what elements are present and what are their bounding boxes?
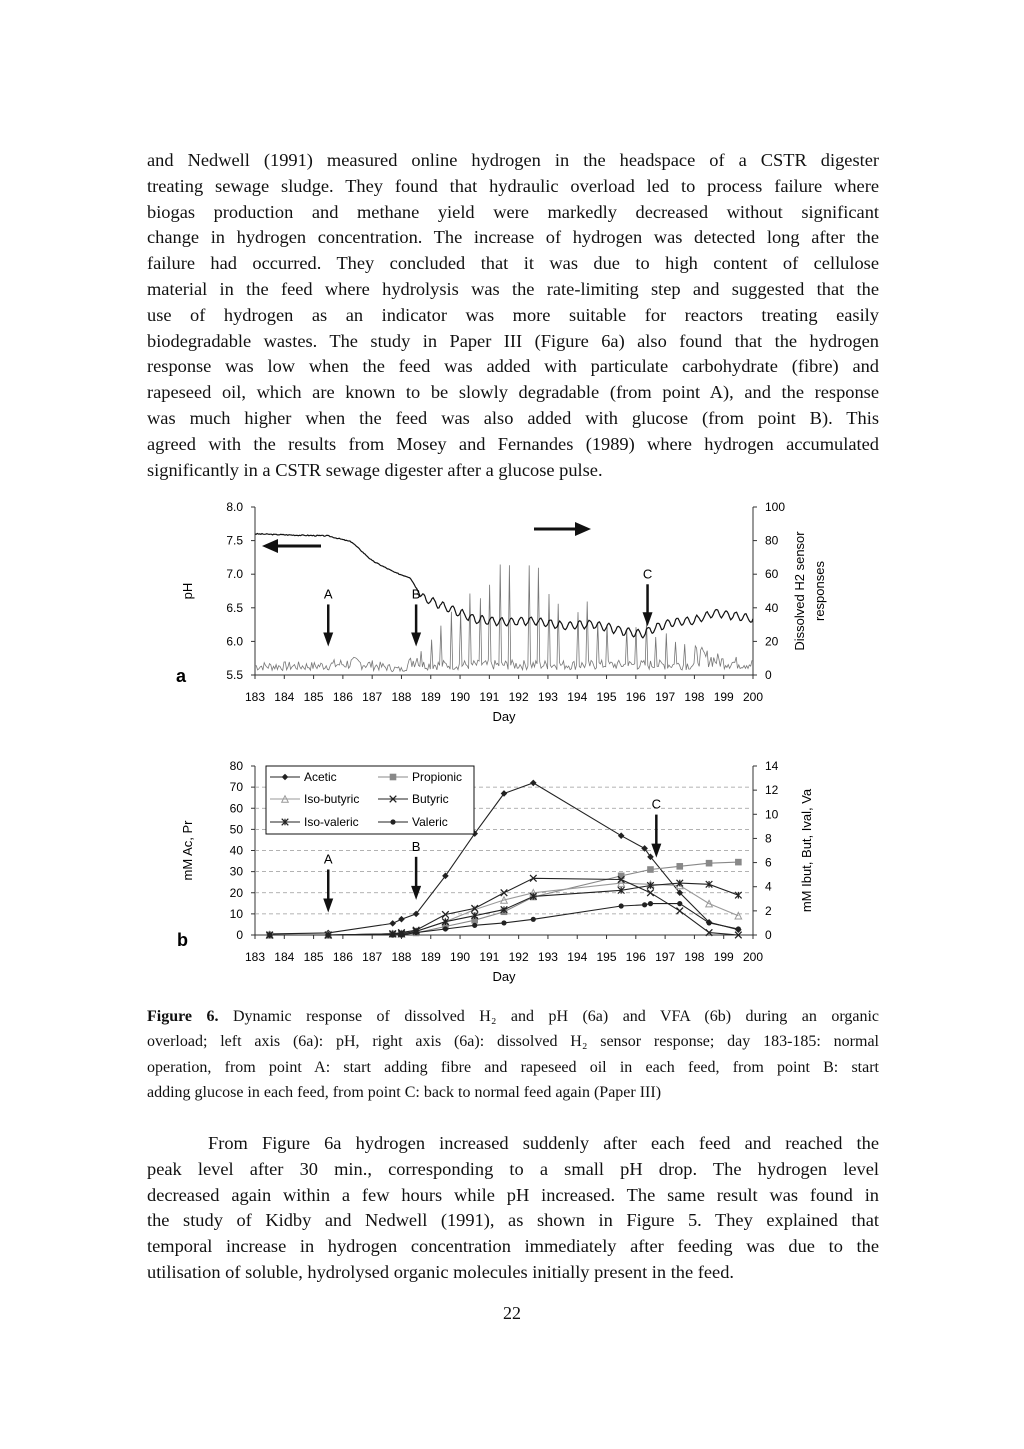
text-line: use of hydrogen as an indicator was more suitable for reactors treating easily (147, 304, 879, 325)
x-tick-label: 194 (567, 690, 588, 704)
page-number: 22 (503, 1303, 521, 1323)
y-left-tick-label: 10 (229, 906, 243, 921)
data-point-propionic (618, 873, 625, 880)
data-point-acetic (398, 916, 405, 923)
event-arrowhead (323, 632, 333, 646)
legend-marker (390, 774, 397, 781)
y-right-tick-label: 2 (765, 903, 772, 918)
x-axis-title: Day (492, 709, 516, 724)
x-tick-label: 194 (567, 950, 588, 964)
text-line: was much higher when the feed was also added with glucose (from point B). This (147, 407, 879, 428)
text-line: peak level after 30 min., corresponding to a small pH drop. The hydrogen level (147, 1158, 879, 1179)
y-right-tick-label: 0 (765, 668, 772, 682)
x-tick-label: 199 (713, 690, 734, 704)
x-tick-label: 191 (479, 950, 500, 964)
y-left-tick-label: 60 (229, 801, 243, 816)
data-point-valeric (501, 920, 506, 925)
x-tick-label: 186 (332, 950, 353, 964)
data-point-valeric (443, 926, 448, 931)
x-tick-label: 200 (742, 950, 764, 964)
x-tick-label: 189 (420, 950, 441, 964)
event-label: B (411, 586, 421, 602)
y-left-axis-title: pH (180, 582, 195, 600)
x-tick-label: 190 (450, 690, 471, 704)
x-tick-label: 193 (537, 950, 558, 964)
x-tick-label: 198 (684, 950, 705, 964)
data-point-acetic (389, 920, 396, 927)
x-tick-label: 184 (274, 690, 295, 704)
y-right-tick-label: 60 (765, 567, 779, 582)
data-point-valeric (267, 932, 272, 937)
legend-entry: Butyric (412, 792, 449, 806)
y-left-tick-label: 0 (236, 928, 243, 942)
y-left-tick-label: 20 (229, 885, 243, 900)
x-tick-label: 195 (596, 950, 617, 964)
legend-entry: Iso-butyric (304, 792, 360, 806)
data-point-propionic (647, 866, 654, 873)
x-tick-label: 197 (655, 950, 676, 964)
text-line: material in the feed where hydrolysis was the rate-limiting step and suggested that the (147, 278, 879, 299)
caption-line: operation, from point A: start adding fibre and rapeseed oil in each feed, from point B: start (147, 1058, 879, 1076)
x-tick-label: 188 (391, 690, 412, 704)
y-right-tick-label: 100 (765, 500, 786, 514)
legend-entry: Propionic (412, 770, 463, 784)
text-line: rapeseed oil, which are known to be slowly degradable (from point A), and the response (147, 382, 879, 403)
data-point-valeric (642, 902, 647, 907)
data-point-valeric (390, 932, 395, 937)
y-left-tick-label: 6.5 (226, 600, 243, 615)
x-tick-label: 187 (362, 950, 383, 964)
y-right-axis-title: mM Ibut, But, Ival, Va (799, 788, 814, 913)
event-label: C (642, 566, 653, 582)
x-tick-label: 195 (596, 690, 617, 704)
text-line: decreased again within a few hours while pH increased. The same result was found in (147, 1184, 879, 1205)
event-arrowhead (643, 612, 653, 626)
data-point-valeric (706, 920, 711, 925)
event-label: A (323, 851, 333, 867)
x-tick-label: 189 (420, 690, 441, 704)
text-line: From Figure 6a hydrogen increased suddenly after each feed and reached the (208, 1133, 879, 1153)
y-right-axis-title: Dissolved H2 sensor (792, 531, 807, 651)
x-tick-label: 187 (362, 690, 383, 704)
y-left-tick-label: 5.5 (226, 668, 243, 682)
data-point-valeric (531, 917, 536, 922)
data-point-valeric (414, 930, 419, 935)
text-line: the study of Kidby and Nedwell (1991), as shown in Figure 5. They explained that (147, 1210, 879, 1231)
event-arrowhead (651, 844, 661, 858)
legend-entry: Valeric (412, 815, 448, 829)
data-point-valeric (648, 901, 653, 906)
caption-line: adding glucose in each feed, from point C: back to normal feed again (Paper III) (147, 1083, 662, 1101)
x-tick-label: 197 (655, 690, 676, 704)
x-tick-label: 198 (684, 690, 705, 704)
event-arrowhead (411, 632, 421, 646)
y-right-tick-label: 12 (765, 783, 779, 798)
data-point-valeric (399, 932, 404, 937)
x-tick-label: 200 (742, 690, 764, 704)
text-line: agreed with the results from Mosey and Fernandes (1989) where hydrogen accumulated (147, 433, 879, 454)
y-right-tick-label: 6 (765, 855, 772, 870)
y-left-axis-title: mM Ac, Pr (180, 820, 195, 881)
text-line: biodegradable wastes. The study in Paper III (Figure 6a) also found that the hydrogen (147, 330, 879, 351)
x-tick-label: 188 (391, 950, 412, 964)
x-tick-label: 185 (303, 690, 324, 704)
data-point-iso-valeric (735, 892, 742, 899)
event-label: C (651, 796, 662, 812)
caption-label: Figure 6. (147, 1008, 219, 1025)
event-label: B (411, 838, 421, 854)
panel-label: b (177, 930, 188, 950)
caption-line: overload; left axis (6a): pH, right axis (6a): dissolved H₂ sensor response; day 183-185: normal (147, 1033, 879, 1051)
x-tick-label: 196 (625, 950, 646, 964)
caption-line: Figure 6. Dynamic response of dissolved H₂ and pH (6a) and VFA (6b) during an organic (147, 1008, 880, 1025)
x-axis-title: Day (492, 969, 516, 984)
y-right-tick-label: 10 (765, 807, 779, 822)
y-left-tick-label: 7.5 (226, 533, 243, 548)
legend-entry: Iso-valeric (304, 815, 359, 829)
data-point-valeric (736, 926, 741, 931)
figure-caption (147, 1004, 879, 1105)
text-line: significantly in a CSTR sewage digester after a glucose pulse. (147, 459, 603, 480)
y-left-tick-label: 6.0 (226, 634, 243, 649)
x-tick-label: 184 (274, 950, 295, 964)
left-axis-arrowhead (262, 539, 278, 553)
y-left-tick-label: 30 (229, 864, 243, 879)
data-point-valeric (326, 932, 331, 937)
y-right-tick-label: 0 (765, 928, 772, 942)
text-line: temporal increase in hydrogen concentration immediately after feeding was due to the (147, 1236, 879, 1257)
y-right-tick-label: 14 (765, 759, 779, 773)
text-line: response was low when the feed was added with particulate carbohydrate (fibre) and (147, 356, 879, 377)
x-tick-label: 192 (508, 950, 529, 964)
x-tick-label: 192 (508, 690, 529, 704)
data-point-valeric (677, 901, 682, 906)
event-arrowhead (323, 899, 333, 913)
text-line: failure had occurred. They concluded that it was due to high content of cellulose (147, 253, 879, 274)
data-point-propionic (676, 863, 683, 870)
text-line: utilisation of soluble, hydrolysed organic molecules initially present in the feed. (147, 1261, 735, 1282)
x-tick-label: 196 (625, 690, 646, 704)
x-tick-label: 199 (713, 950, 734, 964)
paragraph-2 (147, 1131, 879, 1286)
event-label: A (323, 586, 333, 602)
x-tick-label: 186 (332, 690, 353, 704)
text-line: and Nedwell (1991) measured online hydrogen in the headspace of a CSTR digester (147, 150, 879, 170)
y-right-tick-label: 4 (765, 879, 772, 894)
x-tick-label: 191 (479, 690, 500, 704)
data-point-propionic (735, 859, 742, 866)
text-line: biogas production and methane yield were markedly decreased without significant (147, 201, 879, 222)
data-point-valeric (619, 903, 624, 908)
x-tick-label: 185 (303, 950, 324, 964)
data-point-acetic (618, 832, 625, 839)
x-tick-label: 193 (537, 690, 558, 704)
data-point-propionic (706, 860, 713, 867)
text-line: treating sewage sludge. They found that hydraulic overload led to process failure where (147, 175, 879, 196)
x-tick-label: 190 (450, 950, 471, 964)
y-right-tick-label: 80 (765, 533, 779, 548)
right-axis-arrowhead (575, 522, 591, 536)
y-right-tick-label: 20 (765, 634, 779, 649)
data-point-valeric (472, 923, 477, 928)
y-left-tick-label: 7.0 (226, 567, 243, 582)
data-point-butyric (676, 908, 683, 915)
paragraph-2-text (147, 1131, 879, 1286)
data-point-acetic (530, 780, 537, 787)
panel-label: a (176, 666, 187, 686)
text-line: change in hydrogen concentration. The increase of hydrogen was detected long after the (147, 227, 879, 248)
y-left-tick-label: 40 (229, 843, 243, 858)
x-tick-label: 183 (244, 950, 266, 964)
y-left-tick-label: 8.0 (226, 500, 243, 514)
y-right-tick-label: 40 (765, 600, 779, 615)
y-left-tick-label: 80 (229, 759, 243, 773)
y-right-tick-label: 8 (765, 831, 772, 846)
legend-marker (390, 819, 395, 824)
x-tick-label: 183 (244, 690, 266, 704)
legend-entry: Acetic (304, 770, 337, 784)
y-right-axis-title: responses (812, 561, 827, 621)
y-left-tick-label: 70 (229, 780, 243, 795)
y-left-tick-label: 50 (229, 822, 243, 837)
